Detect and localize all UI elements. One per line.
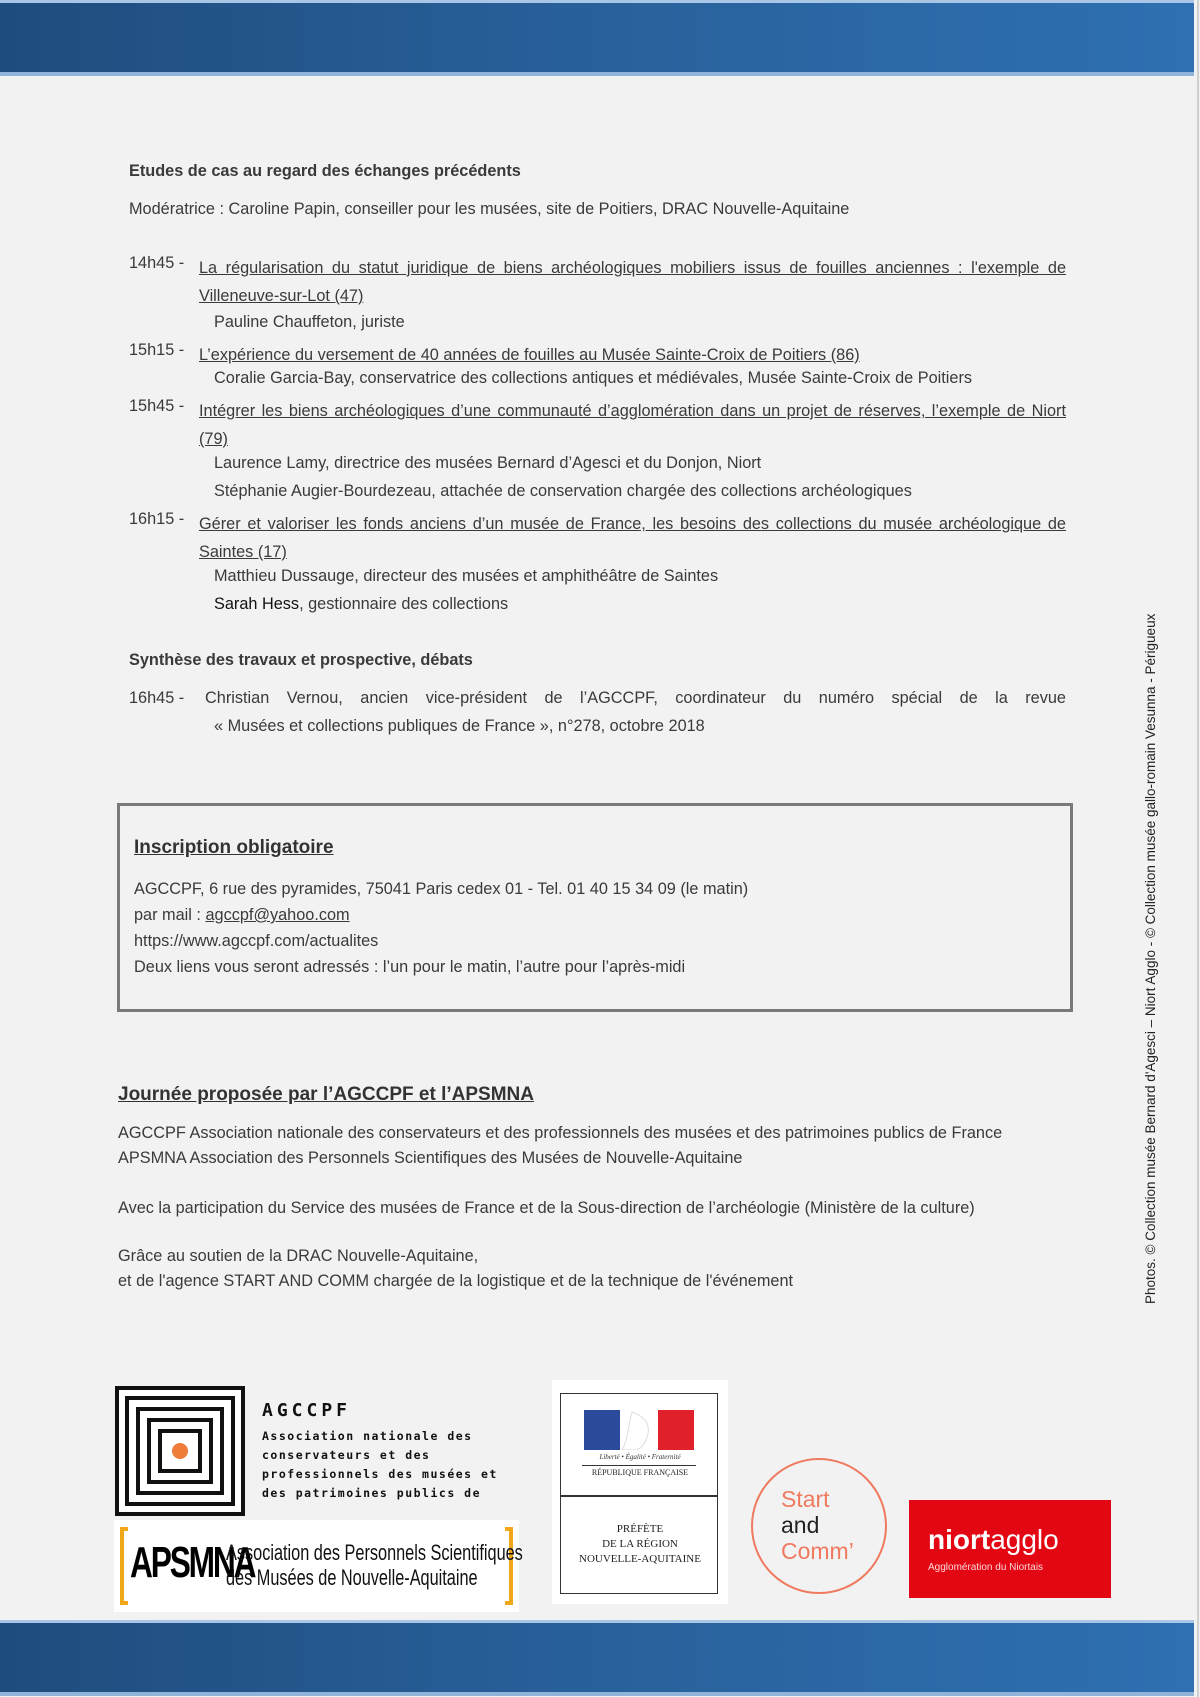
motto: Liberté • Égalité • Fraternité bbox=[599, 1453, 681, 1461]
niort-name bbox=[928, 1524, 1059, 1556]
logo-word: agglo bbox=[990, 1524, 1059, 1555]
item-speaker: Matthieu Dussauge, directeur des musées et amphithéâtre de Saintes bbox=[214, 567, 719, 585]
mail-label: par mail : bbox=[134, 906, 206, 924]
item-time: 16h45 - bbox=[129, 689, 185, 707]
apsmna-logo bbox=[114, 1520, 523, 1612]
item-speaker bbox=[214, 595, 508, 614]
item-description-cont: « Musées et collections publiques de France », n°278, octobre 2018 bbox=[214, 717, 705, 735]
item-time: 15h15 - bbox=[129, 341, 185, 359]
logo-line: professionnels des musées et bbox=[262, 1467, 498, 1481]
speaker-role: , gestionnaire des collections bbox=[299, 595, 509, 613]
startcomm-text bbox=[781, 1486, 854, 1564]
item-speaker: Coralie Garcia-Bay, conservatrice des collections antiques et médiévales, Musée Sainte-Croix de Poitiers bbox=[214, 369, 973, 387]
agccpf-logo-text bbox=[262, 1427, 498, 1514]
logo-line: NOUVELLE-AQUITAINE bbox=[579, 1553, 701, 1565]
logo-line: Association des Personnels Scientifiques bbox=[226, 1540, 523, 1565]
logo-line: DE LA RÉGION bbox=[602, 1538, 678, 1550]
agccpf-logo bbox=[115, 1386, 245, 1516]
item-speaker: Pauline Chauffeton, juriste bbox=[214, 313, 405, 331]
agccpf-squares-icon bbox=[115, 1386, 245, 1516]
logo-line: Start bbox=[781, 1486, 830, 1512]
marianne-flag-icon bbox=[584, 1410, 694, 1450]
republique: RÉPUBLIQUE FRANÇAISE bbox=[591, 1468, 689, 1477]
footer-bar bbox=[0, 1620, 1194, 1696]
inscription-url[interactable]: https://www.agccpf.com/actualites bbox=[134, 932, 379, 950]
inscription-mail bbox=[134, 906, 350, 925]
logo-line: Association nationale des bbox=[262, 1429, 473, 1443]
item-title: Intégrer les biens archéologiques d’une communauté d’agglomération dans un projet de réserves, l’exemple de Niort (79) bbox=[199, 402, 1066, 448]
agccpf-logo-name: AGCCPF bbox=[262, 1400, 352, 1421]
logo-line: and bbox=[781, 1512, 820, 1538]
section-heading-synthesis: Synthèse des travaux et prospective, débats bbox=[129, 651, 473, 669]
niort-agglo-logo bbox=[909, 1500, 1111, 1598]
item-speaker: Stéphanie Augier-Bourdezeau, attachée de conservation chargée des collections archéologiques bbox=[214, 482, 912, 500]
item-title: Gérer et valoriser les fonds anciens d’un musée de France, les besoins des collections du musée archéologique de Saintes (17) bbox=[199, 515, 1066, 561]
logo-line: conservateurs et des bbox=[262, 1448, 431, 1462]
apsmna-fullname bbox=[226, 1540, 523, 1590]
item-time: 15h45 - bbox=[129, 397, 185, 415]
program-item bbox=[129, 689, 1066, 708]
program-item bbox=[129, 254, 1066, 310]
logo-line: des patrimoines publics de bbox=[262, 1486, 482, 1500]
item-time: 16h15 - bbox=[129, 510, 185, 528]
organizers-line: et de l'agence START AND COMM chargée de la logistique et de la technique de l'événement bbox=[118, 1272, 794, 1290]
item-title: La régularisation du statut juridique de biens archéologiques mobiliers issus de fouilles anciennes : l'exemple de Villeneuve-sur-Lot (47) bbox=[199, 259, 1066, 305]
item-time: 14h45 - bbox=[129, 254, 185, 272]
program-item bbox=[129, 397, 1066, 453]
item-speaker: Laurence Lamy, directrice des musées Bernard d’Agesci et du Donjon, Niort bbox=[214, 454, 762, 472]
organizers-line: Avec la participation du Service des musées de France et de la Sous-direction de l’archéologie (Ministère de la culture) bbox=[118, 1199, 975, 1217]
section-heading-case-studies: Etudes de cas au regard des échanges précédents bbox=[129, 162, 521, 180]
item-description: Christian Vernou, ancien vice-président de l’AGCCPF, coordinateur du numéro spécial de la revue bbox=[205, 689, 1066, 707]
mail-link[interactable]: agccpf@yahoo.com bbox=[205, 906, 350, 924]
inscription-note: Deux liens vous seront adressés : l’un pour le matin, l’autre pour l’après-midi bbox=[134, 958, 686, 976]
inscription-title: Inscription obligatoire bbox=[134, 837, 334, 858]
moderator-line: Modératrice : Caroline Papin, conseiller pour les musées, site de Poitiers, DRAC Nouvelle-Aquitaine bbox=[129, 200, 850, 218]
inscription-address: AGCCPF, 6 rue des pyramides, 75041 Paris cedex 01 - Tel. 01 40 15 34 09 (le matin) bbox=[134, 880, 749, 898]
prefet-text bbox=[552, 1522, 728, 1567]
organizers-line: AGCCPF Association nationale des conservateurs et des professionnels des musées et des patrimoines publics de France bbox=[118, 1124, 1003, 1142]
prefet-logo bbox=[552, 1380, 728, 1604]
logo-line: des Musées de Nouvelle-Aquitaine bbox=[226, 1565, 478, 1590]
program-item bbox=[129, 510, 1066, 566]
speaker-name: Sarah Hess bbox=[214, 595, 300, 613]
organizers-line: Grâce au soutien de la DRAC Nouvelle-Aquitaine, bbox=[118, 1247, 479, 1265]
bracket-left bbox=[120, 1527, 128, 1605]
logo-line: PRÉFÈTE bbox=[616, 1523, 664, 1535]
organizers-line: APSMNA Association des Personnels Scientifiques des Musées de Nouvelle-Aquitaine bbox=[118, 1149, 743, 1167]
page-edge bbox=[1197, 0, 1199, 1697]
logo-line: Comm’ bbox=[781, 1538, 854, 1564]
niort-sub: Agglomération du Niortais bbox=[928, 1562, 1044, 1573]
header-bar bbox=[0, 0, 1194, 76]
program-item bbox=[129, 341, 1066, 369]
apsmna-acronym: APSMNA bbox=[130, 1538, 255, 1587]
photo-credit: Photos. © Collection musée Bernard d'Agesci – Niort Agglo - © Collection musée gallo-romain Vesunna - Périgueux bbox=[1143, 613, 1158, 1304]
startcomm-logo bbox=[751, 1458, 887, 1594]
organizers-title: Journée proposée par l’AGCCPF et l’APSMNA bbox=[118, 1084, 534, 1105]
item-title: L’expérience du versement de 40 années de fouilles au Musée Sainte-Croix de Poitiers (86) bbox=[199, 346, 860, 364]
logo-word: niort bbox=[928, 1524, 991, 1555]
